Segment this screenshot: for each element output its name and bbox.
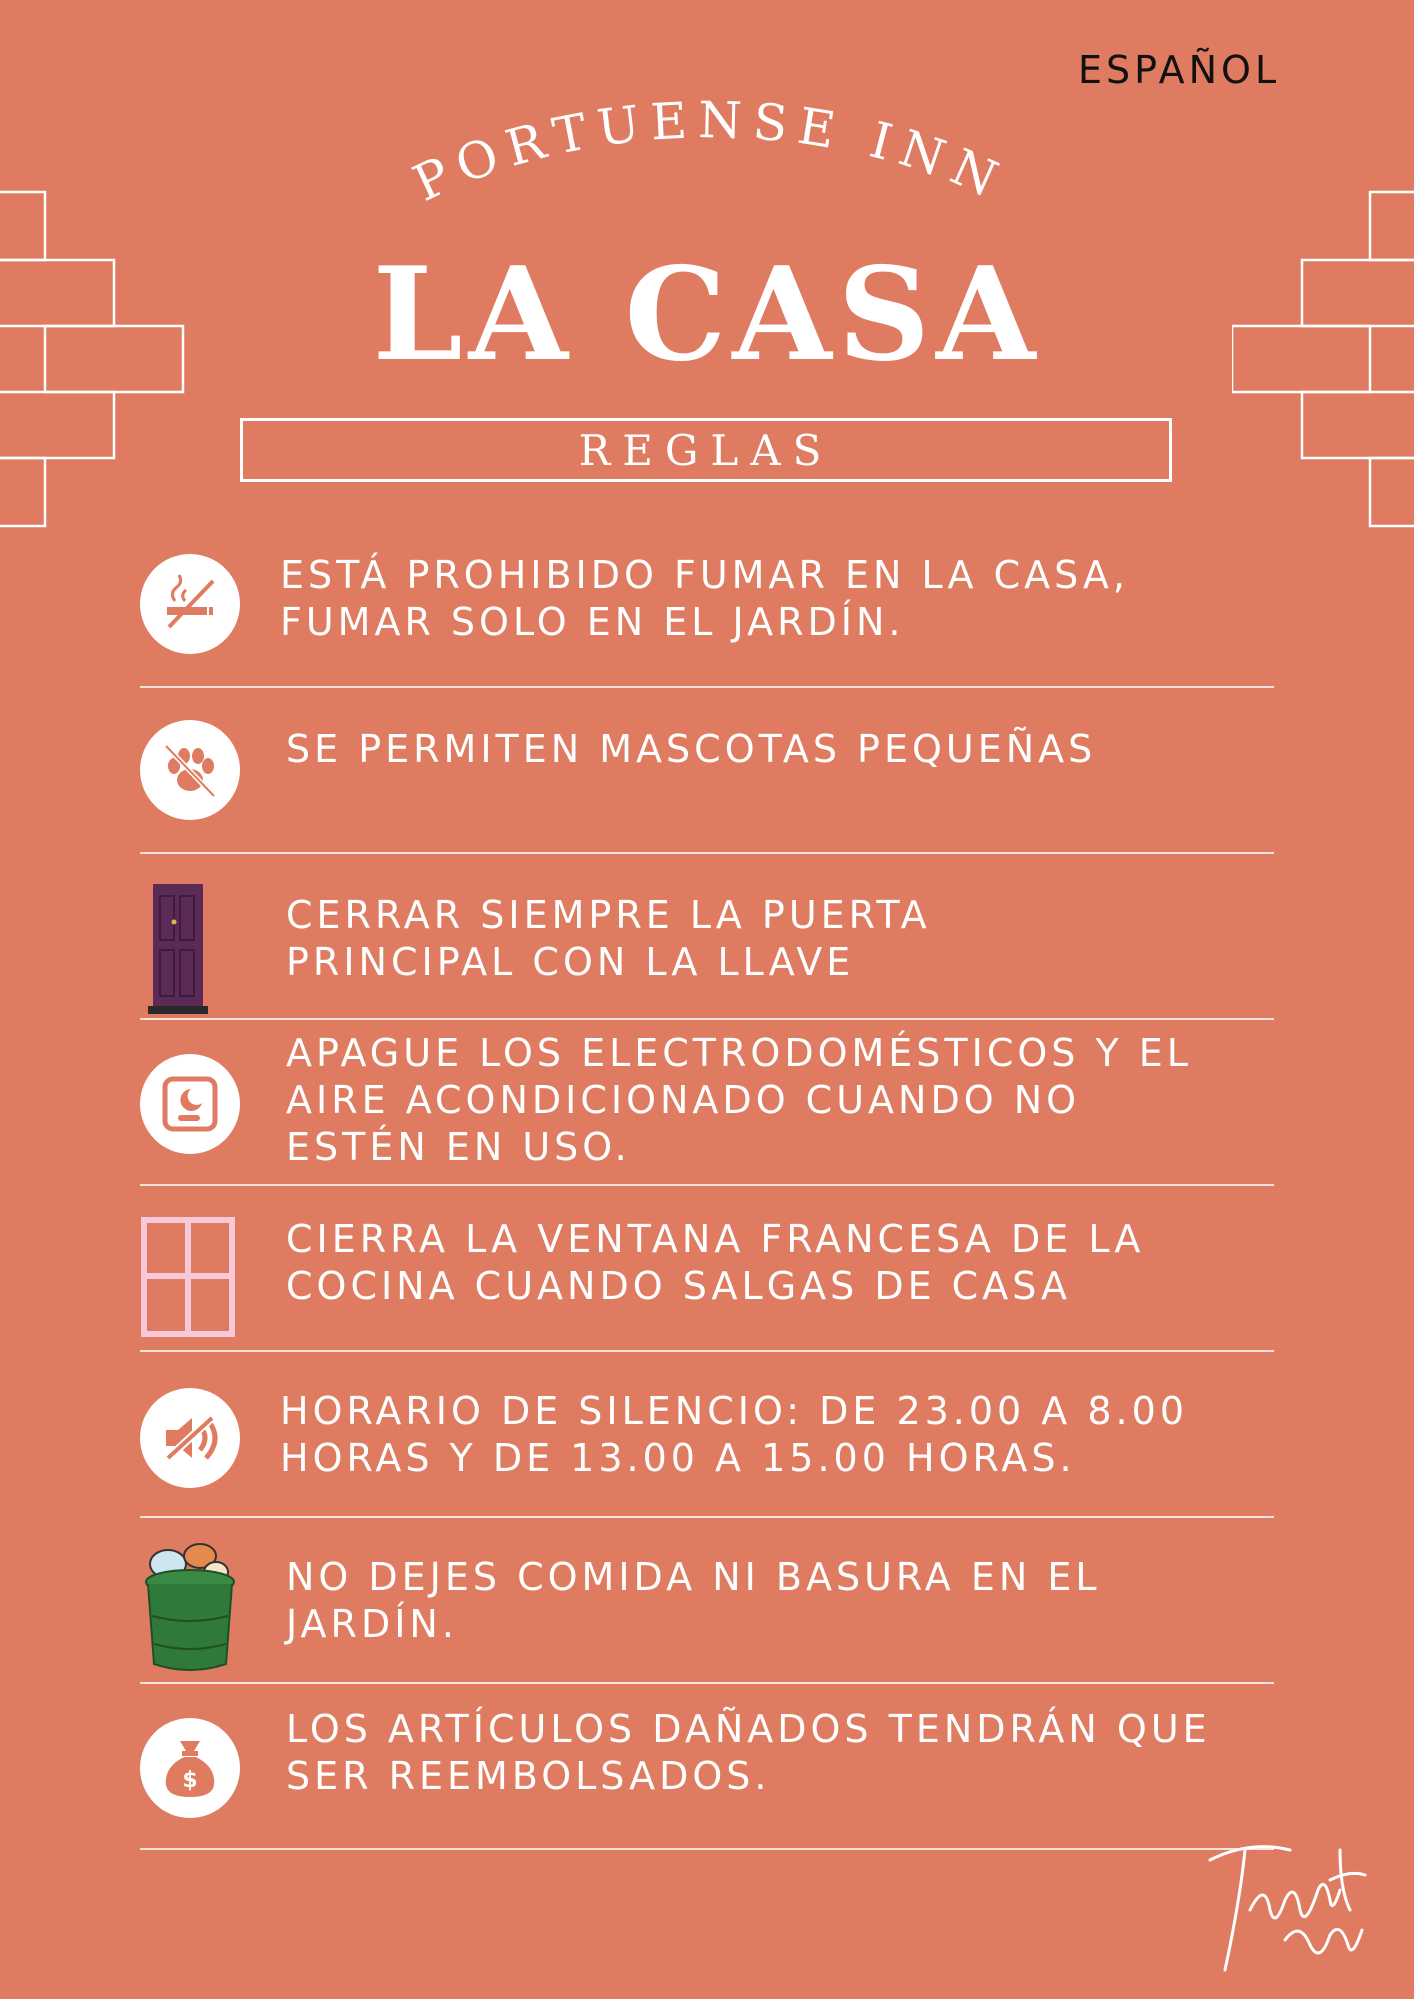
rule-text-appliances: APAGUE LOS ELECTRODOMÉSTICOS Y EL AIRE ACONDICIONADO CUANDO NO ESTÉN EN USO. <box>286 1031 1192 1169</box>
thermostat-icon <box>140 1054 240 1154</box>
rule-text-smoking: ESTÁ PROHIBIDO FUMAR EN LA CASA, FUMAR SOLO EN EL JARDÍN. <box>280 553 1129 644</box>
rule-item-quiet-hours <box>140 1352 1274 1518</box>
brand-name: PORTUENSE INN <box>404 91 1016 213</box>
rule-item-pets <box>140 688 1274 854</box>
rules-heading-box <box>240 418 1172 482</box>
rule-text-damages: LOS ARTÍCULOS DAÑADOS TENDRÁN QUE SER REEMBOLSADOS. <box>286 1707 1211 1798</box>
rule-item-appliances <box>140 1020 1274 1186</box>
rule-text-garbage: NO DEJES COMIDA NI BASURA EN EL JARDÍN. <box>286 1555 1101 1646</box>
svg-text:$: $ <box>182 1768 198 1793</box>
window-icon <box>140 1216 240 1316</box>
thank-you-signature <box>1190 1820 1370 1990</box>
rule-item-garbage <box>140 1518 1274 1684</box>
svg-text:PORTUENSE INN <box>405 91 1015 213</box>
rule-item-smoking <box>140 550 1274 688</box>
language-label[interactable]: ESPAÑOL <box>1078 48 1281 92</box>
rule-item-door <box>140 854 1274 1020</box>
trash-bin-icon <box>140 1536 240 1680</box>
brick-wall-right <box>1232 190 1414 540</box>
brick-wall-left <box>0 190 200 540</box>
rule-text-pets: SE PERMITEN MASCOTAS PEQUEÑAS <box>286 727 1097 771</box>
no-pets-icon <box>140 720 240 820</box>
rule-text-door: CERRAR SIEMPRE LA PUERTA PRINCIPAL CON LA LLAVE <box>286 893 931 984</box>
door-icon <box>140 882 240 1020</box>
page-title: LA CASA <box>372 240 1042 390</box>
rule-item-damages <box>140 1684 1274 1850</box>
no-smoking-icon <box>140 554 240 654</box>
rule-item-window <box>140 1186 1274 1352</box>
brand-arc <box>0 0 1414 260</box>
rules-heading: REGLAS <box>578 425 834 475</box>
rule-text-window: CIERRA LA VENTANA FRANCESA DE LA COCINA CUANDO SALGAS DE CASA <box>286 1217 1145 1308</box>
money-bag-icon <box>140 1718 240 1818</box>
mute-icon <box>140 1388 240 1488</box>
rule-text-quiet-hours: HORARIO DE SILENCIO: DE 23.00 A 8.00 HORAS Y DE 13.00 A 15.00 HORAS. <box>280 1389 1188 1480</box>
